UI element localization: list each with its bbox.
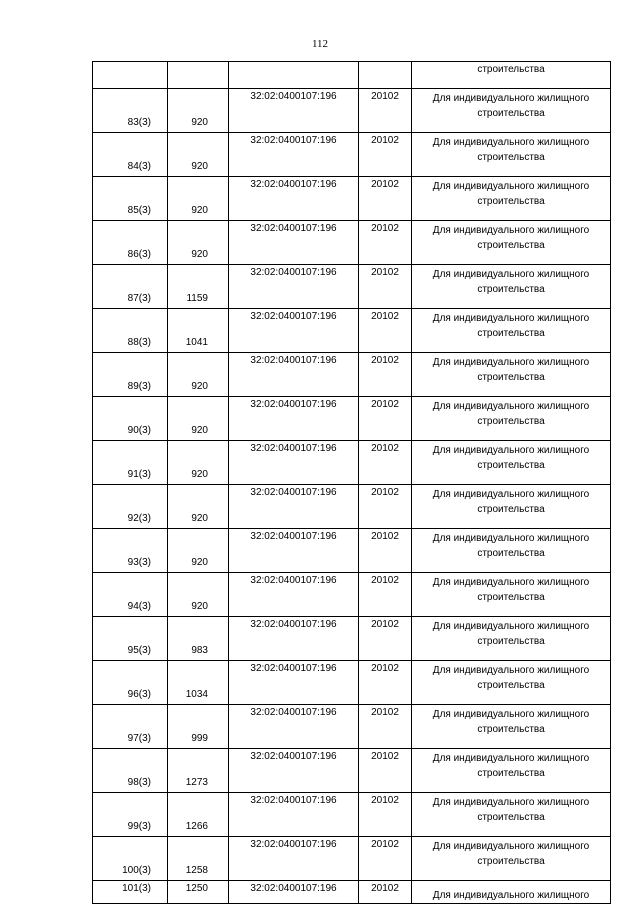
cell-code: 20102 [359,309,412,353]
cell-permitted-use: Для индивидуального жилищного строительства [412,573,611,617]
cell-cadastral-number: 32:02:0400107:196 [229,133,359,177]
cell-permitted-use: Для индивидуального жилищного строительства [412,705,611,749]
cell-cadastral-number: 32:02:0400107:196 [229,265,359,309]
cell-cadastral-number: 32:02:0400107:196 [229,749,359,793]
table-row [93,881,611,904]
cell-number: 86(3) [93,221,168,265]
cell-cadastral-number: 32:02:0400107:196 [229,705,359,749]
table-row [93,309,611,353]
cell-area: 920 [168,573,229,617]
cell-area: 1034 [168,661,229,705]
cell-code: 20102 [359,89,412,133]
cell-number: 101(3) [93,881,168,904]
table-row [93,837,611,881]
cell-number: 93(3) [93,529,168,573]
cell-permitted-use: строительства [412,62,611,89]
cell-cadastral-number [229,62,359,89]
cell-number: 85(3) [93,177,168,221]
cell-permitted-use: Для индивидуального жилищного строительства [412,133,611,177]
table-row [93,661,611,705]
cell-area: 1250 [168,881,229,904]
cell-cadastral-number: 32:02:0400107:196 [229,485,359,529]
table-row [93,177,611,221]
table-row [93,485,611,529]
table-row [93,441,611,485]
cell-number: 100(3) [93,837,168,881]
cell-number: 97(3) [93,705,168,749]
cell-number: 91(3) [93,441,168,485]
cell-code: 20102 [359,749,412,793]
cell-code: 20102 [359,661,412,705]
cell-code: 20102 [359,265,412,309]
cell-permitted-use: Для индивидуального жилищного строительства [412,529,611,573]
cell-area: 920 [168,485,229,529]
cell-cadastral-number: 32:02:0400107:196 [229,573,359,617]
cell-area: 920 [168,221,229,265]
cell-permitted-use: Для индивидуального жилищного строительства [412,309,611,353]
table-row [93,89,611,133]
cell-area: 1258 [168,837,229,881]
table-row [93,265,611,309]
cell-number: 90(3) [93,397,168,441]
cell-code: 20102 [359,177,412,221]
cell-cadastral-number: 32:02:0400107:196 [229,617,359,661]
cell-code: 20102 [359,617,412,661]
table-row [93,133,611,177]
cell-code: 20102 [359,133,412,177]
table-row [93,529,611,573]
cell-code [359,62,412,89]
cell-cadastral-number: 32:02:0400107:196 [229,397,359,441]
cell-permitted-use: Для индивидуального жилищного [412,881,611,904]
cell-area: 920 [168,177,229,221]
cell-code: 20102 [359,837,412,881]
cell-permitted-use: Для индивидуального жилищного строительства [412,177,611,221]
cell-permitted-use: Для индивидуального жилищного строительства [412,837,611,881]
table-row [93,793,611,837]
cell-area: 1159 [168,265,229,309]
table-row-continuation [93,62,611,89]
cell-permitted-use: Для индивидуального жилищного строительства [412,661,611,705]
cell-permitted-use: Для индивидуального жилищного строительства [412,265,611,309]
cell-cadastral-number: 32:02:0400107:196 [229,837,359,881]
cell-permitted-use: Для индивидуального жилищного строительства [412,397,611,441]
table-row [93,353,611,397]
cell-area: 1041 [168,309,229,353]
cell-area: 920 [168,89,229,133]
cell-number: 88(3) [93,309,168,353]
cell-cadastral-number: 32:02:0400107:196 [229,793,359,837]
cell-cadastral-number: 32:02:0400107:196 [229,177,359,221]
cell-number: 99(3) [93,793,168,837]
cell-code: 20102 [359,881,412,904]
cell-code: 20102 [359,397,412,441]
cell-code: 20102 [359,221,412,265]
land-plot-table [92,61,611,904]
page-number: 112 [311,38,329,50]
cell-area: 920 [168,441,229,485]
cell-area: 983 [168,617,229,661]
cell-area: 999 [168,705,229,749]
cell-area: 920 [168,353,229,397]
cell-cadastral-number: 32:02:0400107:196 [229,353,359,397]
cell-permitted-use: Для индивидуального жилищного строительства [412,485,611,529]
cell-code: 20102 [359,353,412,397]
cell-code: 20102 [359,705,412,749]
cell-number: 96(3) [93,661,168,705]
table-row [93,573,611,617]
cell-number: 94(3) [93,573,168,617]
table-row [93,221,611,265]
cell-area: 920 [168,397,229,441]
cell-number [93,62,168,89]
cell-number: 84(3) [93,133,168,177]
table-row [93,749,611,793]
cell-number: 98(3) [93,749,168,793]
cell-cadastral-number: 32:02:0400107:196 [229,441,359,485]
cell-number: 92(3) [93,485,168,529]
cell-area [168,62,229,89]
cell-cadastral-number: 32:02:0400107:196 [229,529,359,573]
table-row [93,705,611,749]
cell-cadastral-number: 32:02:0400107:196 [229,309,359,353]
table-row [93,617,611,661]
cell-code: 20102 [359,485,412,529]
cell-permitted-use: Для индивидуального жилищного строительства [412,749,611,793]
cell-code: 20102 [359,573,412,617]
cell-area: 920 [168,133,229,177]
cell-permitted-use: Для индивидуального жилищного строительства [412,221,611,265]
cell-number: 83(3) [93,89,168,133]
cell-permitted-use: Для индивидуального жилищного строительства [412,353,611,397]
table-row [93,397,611,441]
cell-area: 920 [168,529,229,573]
cell-area: 1266 [168,793,229,837]
cell-number: 89(3) [93,353,168,397]
cell-number: 95(3) [93,617,168,661]
cell-permitted-use: Для индивидуального жилищного строительства [412,793,611,837]
cell-area: 1273 [168,749,229,793]
cell-permitted-use: Для индивидуального жилищного строительства [412,617,611,661]
cell-cadastral-number: 32:02:0400107:196 [229,881,359,904]
cell-permitted-use: Для индивидуального жилищного строительства [412,441,611,485]
cell-code: 20102 [359,793,412,837]
cell-code: 20102 [359,529,412,573]
cell-number: 87(3) [93,265,168,309]
cell-cadastral-number: 32:02:0400107:196 [229,661,359,705]
cell-permitted-use: Для индивидуального жилищного строительства [412,89,611,133]
cell-code: 20102 [359,441,412,485]
cell-cadastral-number: 32:02:0400107:196 [229,89,359,133]
cell-cadastral-number: 32:02:0400107:196 [229,221,359,265]
